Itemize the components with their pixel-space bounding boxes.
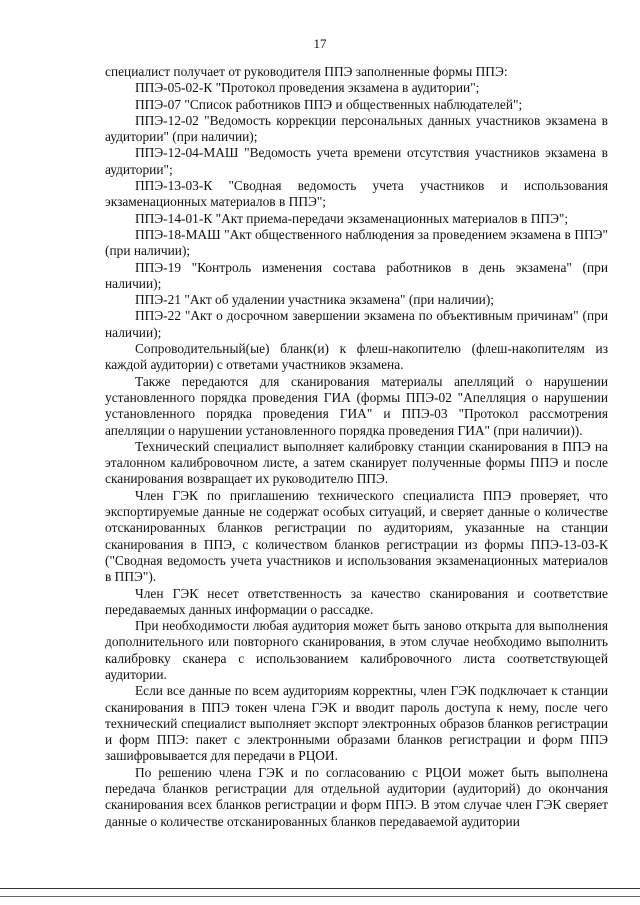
- paragraph-cover-sheet: Сопроводительный(ые) бланк(и) к флеш-накопителю (флеш-накопителям из каждой аудитории) с ответами участников экзамена.: [105, 341, 608, 373]
- paragraph-export: Если все данные по всем аудиториям корректны, член ГЭК подключает к станции сканирования в ППЭ токен члена ГЭК и вводит пароль доступа к нему, после чего технический специалист выполняет экспорт электронных образов бланков регистрации и форм ППЭ: пакет с электронными образами бланков регистрации и форм ППЭ зашифровывается для передачи в РЦОИ.: [105, 683, 608, 764]
- form-item-ppe-12-04-mash: ППЭ-12-04-МАШ "Ведомость учета времени отсутствия участников экзамена в аудитории";: [105, 145, 608, 177]
- page-bottom-rule: [0, 888, 640, 889]
- form-item-ppe-18-mash: ППЭ-18-МАШ "Акт общественного наблюдения за проведением экзамена в ППЭ" (при наличии);: [105, 226, 608, 259]
- paragraph-partial-transfer: По решению члена ГЭК и по согласованию с РЦОИ может быть выполнена передача бланков регистрации для отдельной аудитории (аудиторий) до окончания сканирования всех бланков регистрации и форм ППЭ. В этом случае член ГЭК сверяет данные о количестве отсканированных бланков передаваемой аудитории: [105, 764, 608, 829]
- form-item-ppe-05-02-k: ППЭ-05-02-К "Протокол проведения экзамена в аудитории";: [135, 80, 480, 96]
- form-item-ppe-07: ППЭ-07 "Список работников ППЭ и общественных наблюдателей";: [135, 96, 523, 112]
- document-body: [105, 64, 608, 830]
- paragraph-gek-verification: Член ГЭК по приглашению технического специалиста ППЭ проверяет, что экспортируемые данные не содержат особых ситуаций, и сверяет данные о количестве отсканированных бланков регистрации по аудиториям, указанные на станции сканирования в ППЭ, с количеством бланков регистрации из формы ППЭ-13-03-К ("Сводная ведомость учета участников и использования экзаменационных материалов в ППЭ").: [105, 487, 608, 585]
- page-bottom-rule-secondary: [0, 896, 640, 897]
- paragraph-appeals: Также передаются для сканирования материалы апелляций о нарушении установленного порядка проведения ГИА (формы ППЭ-02 "Апелляция о нарушении установленного порядка проведения ГИА" и ППЭ-03 "Протокол рассмотрения апелляции о нарушении установленного порядка проведения ГИА" (при наличии)).: [105, 373, 608, 438]
- paragraph-responsibility: Член ГЭК несет ответственность за качество сканирования и соответствие передаваемых данных информации о рассадке.: [105, 585, 608, 617]
- form-item-ppe-19: ППЭ-19 "Контроль изменения состава работников в день экзамена" (при наличии);: [105, 259, 608, 291]
- form-item-ppe-13-03-k: ППЭ-13-03-К "Сводная ведомость учета участников и использования экзаменационных материалов в ППЭ";: [105, 178, 608, 210]
- page-number: 17: [313, 36, 327, 51]
- form-item-ppe-12-02: ППЭ-12-02 "Ведомость коррекции персональных данных участников экзамена в аудитории" (при наличии);: [105, 112, 608, 145]
- paragraph-rescan: При необходимости любая аудитория может быть заново открыта для выполнения дополнительного или повторного сканирования, в этом случае необходимо выполнить калибровку сканера с использованием калибровочного листа соответствующей аудитории.: [105, 618, 608, 682]
- paragraph-calibration: Технический специалист выполняет калибровку станции сканирования в ППЭ на эталонном калибровочном листе, а затем сканирует полученные формы ППЭ и после сканирования возвращает их руководителю ППЭ.: [105, 438, 608, 487]
- paragraph-intro: специалист получает от руководителя ППЭ заполненные формы ППЭ:: [105, 64, 508, 79]
- form-item-ppe-21: ППЭ-21 "Акт об удалении участника экзамена" (при наличии);: [135, 292, 494, 308]
- form-item-ppe-14-01-k: ППЭ-14-01-К "Акт приема-передачи экзаменационных материалов в ППЭ";: [135, 210, 569, 226]
- form-item-ppe-22: ППЭ-22 "Акт о досрочном завершении экзамена по объективным причинам" (при наличии);: [105, 308, 608, 340]
